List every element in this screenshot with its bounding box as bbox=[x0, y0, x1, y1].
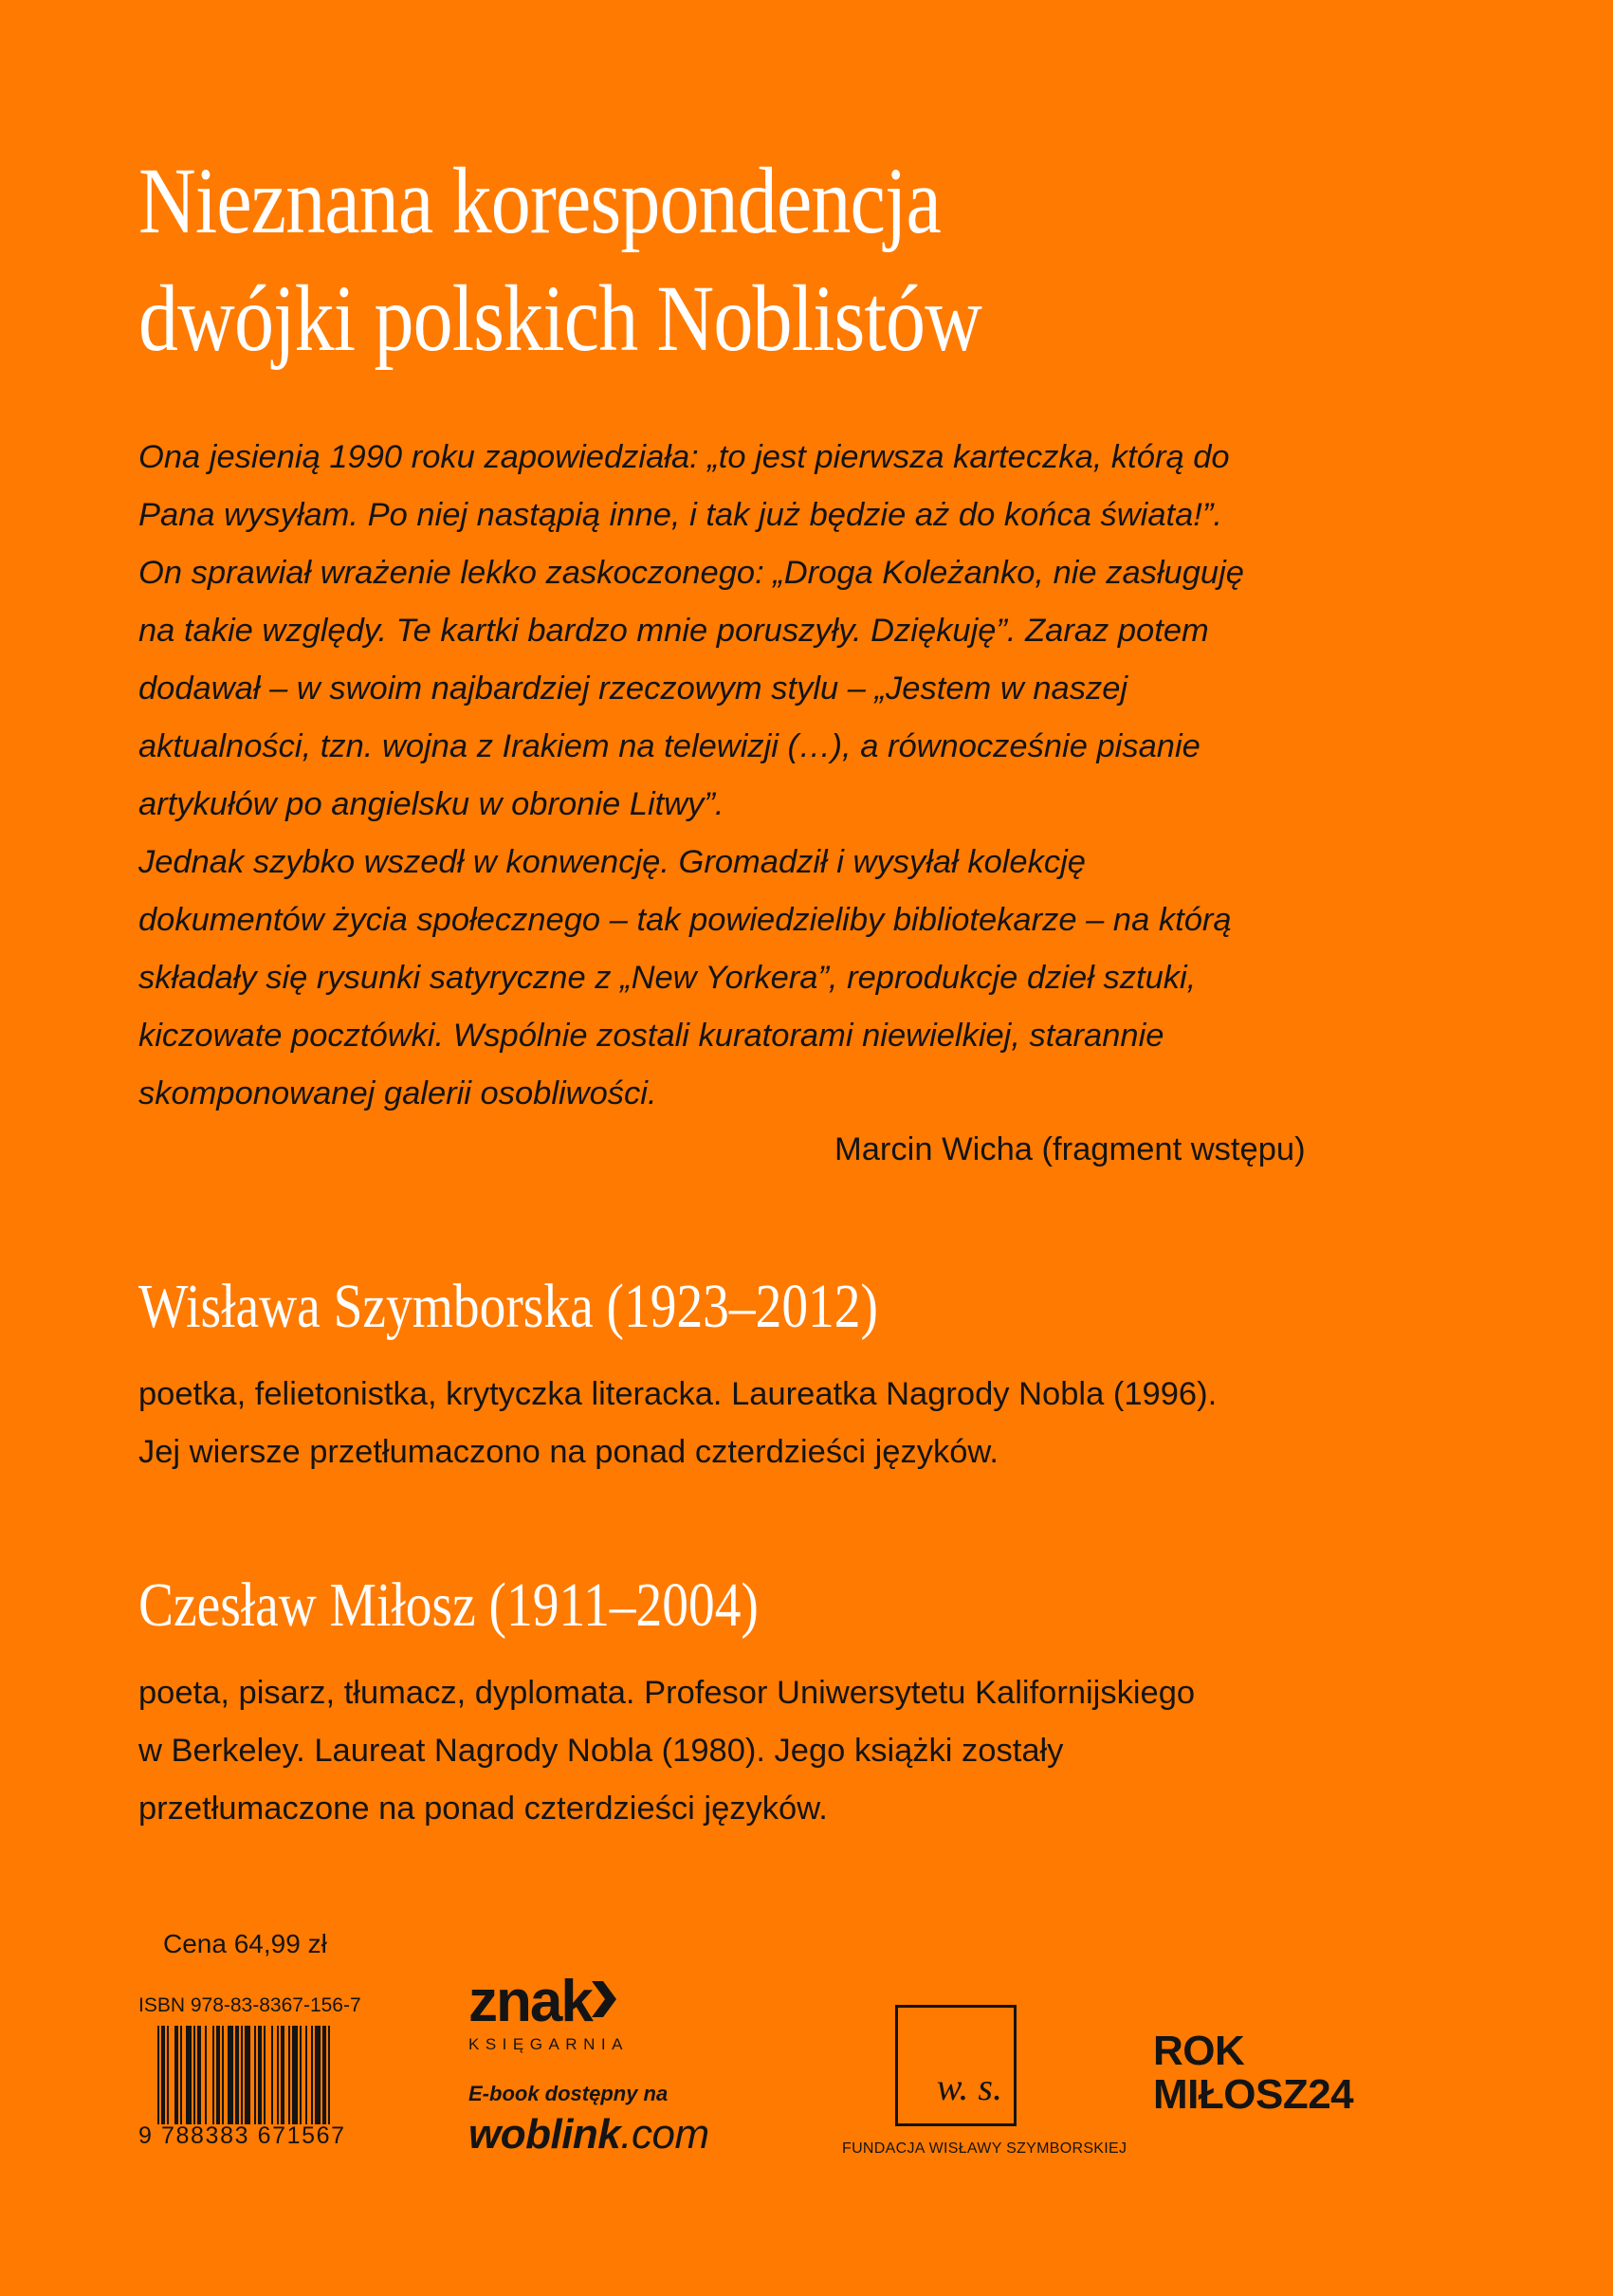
ebook-site-domain: .com bbox=[620, 2111, 709, 2158]
quote-line: On sprawiał wrażenie lekko zaskoczonego: „Droga Koleżanko, nie zasługuję bbox=[138, 555, 1244, 591]
foundation-logo bbox=[895, 2005, 1017, 2126]
quote-line: dokumentów życia społecznego – tak powiedzieliby bibliotekarze – na którą bbox=[138, 902, 1232, 938]
isbn-number: ISBN 978-83-8367-156-7 bbox=[138, 1994, 361, 2016]
bio-text-szymborska bbox=[138, 1366, 1419, 1481]
quote-line: Ona jesienią 1990 roku zapowiedziała: „to jest pierwsza karteczka, którą do bbox=[138, 439, 1230, 475]
barcode-block bbox=[138, 1993, 385, 2164]
headline bbox=[138, 142, 1254, 377]
publisher-subtitle: KSIĘGARNIA bbox=[468, 2035, 629, 2053]
quote-line: dodawał – w swoim najbardziej rzeczowym stylu – „Jestem w naszej bbox=[138, 670, 1128, 707]
year-logo-line-1: ROK bbox=[1153, 2028, 1245, 2074]
quote-line: aktualności, tzn. wojna z Irakiem na telewizji (…), a równocześnie pisanie bbox=[138, 728, 1201, 764]
intro-quote bbox=[138, 429, 1371, 1123]
quote-line: składały się rysunki satyryczne z „New Yorkera”, reprodukcje dzieł sztuki, bbox=[138, 960, 1197, 996]
bio-line: Jej wiersze przetłumaczono na ponad czterdzieści języków. bbox=[138, 1434, 999, 1470]
bio-line: w Berkeley. Laureat Nagrody Nobla (1980). Jego książki zostały bbox=[138, 1733, 1064, 1769]
foundation-name: FUNDACJA WISŁAWY SZYMBORSKIEJ bbox=[842, 2140, 1127, 2157]
publisher-chevron-icon bbox=[588, 1981, 616, 2017]
bio-name-milosz: Czesław Miłosz (1911–2004) bbox=[138, 1570, 759, 1640]
price-label: Cena 64,99 zł bbox=[163, 1929, 327, 1958]
quote-line: na takie względy. Te kartki bardzo mnie poruszyły. Dziękuję”. Zaraz potem bbox=[138, 613, 1209, 649]
bio-line: poeta, pisarz, tłumacz, dyplomata. Profesor Uniwersytetu Kalifornijskiego bbox=[138, 1675, 1196, 1711]
headline-line-2: dwójki polskich Noblistów bbox=[138, 266, 982, 371]
year-logo bbox=[1153, 2030, 1353, 2117]
quote-line: kiczowate pocztówki. Wspólnie zostali kuratorami niewielkiej, starannie bbox=[138, 1018, 1164, 1054]
ebook-label: E-book dostępny na bbox=[468, 2082, 669, 2105]
publisher-logo bbox=[468, 1969, 629, 2054]
bio-line: przetłumaczone na ponad czterdzieści języków. bbox=[138, 1791, 828, 1827]
bio-line: poetka, felietonistka, krytyczka literacka. Laureatka Nagrody Nobla (1996). bbox=[138, 1376, 1218, 1412]
ebook-site-name: woblink bbox=[468, 2111, 621, 2158]
barcode-digits: 9 788383 671567 bbox=[138, 2122, 346, 2149]
quote-line: artykułów po angielsku w obronie Litwy”. bbox=[138, 786, 724, 822]
bio-text-milosz bbox=[138, 1664, 1419, 1838]
quote-line: Jednak szybko wszedł w konwencję. Gromadził i wysyłał kolekcję bbox=[138, 844, 1086, 880]
publisher-wordmark: znak bbox=[468, 1969, 592, 2034]
foundation-mark: w. s. bbox=[936, 2066, 1002, 2108]
headline-line-1: Nieznana korespondencja bbox=[138, 148, 941, 253]
ebook-site-logo bbox=[468, 2111, 709, 2158]
quote-attribution: Marcin Wicha (fragment wstępu) bbox=[834, 1131, 1306, 1167]
bio-name-szymborska: Wisława Szymborska (1923–2012) bbox=[138, 1272, 878, 1341]
quote-line: Pana wysyłam. Po niej nastąpią inne, i tak już będzie aż do końca świata!”. bbox=[138, 497, 1222, 533]
barcode-icon bbox=[138, 2026, 376, 2124]
year-logo-line-2: MIŁOSZ24 bbox=[1153, 2071, 1354, 2118]
quote-line: skomponowanej galerii osobliwości. bbox=[138, 1075, 657, 1111]
